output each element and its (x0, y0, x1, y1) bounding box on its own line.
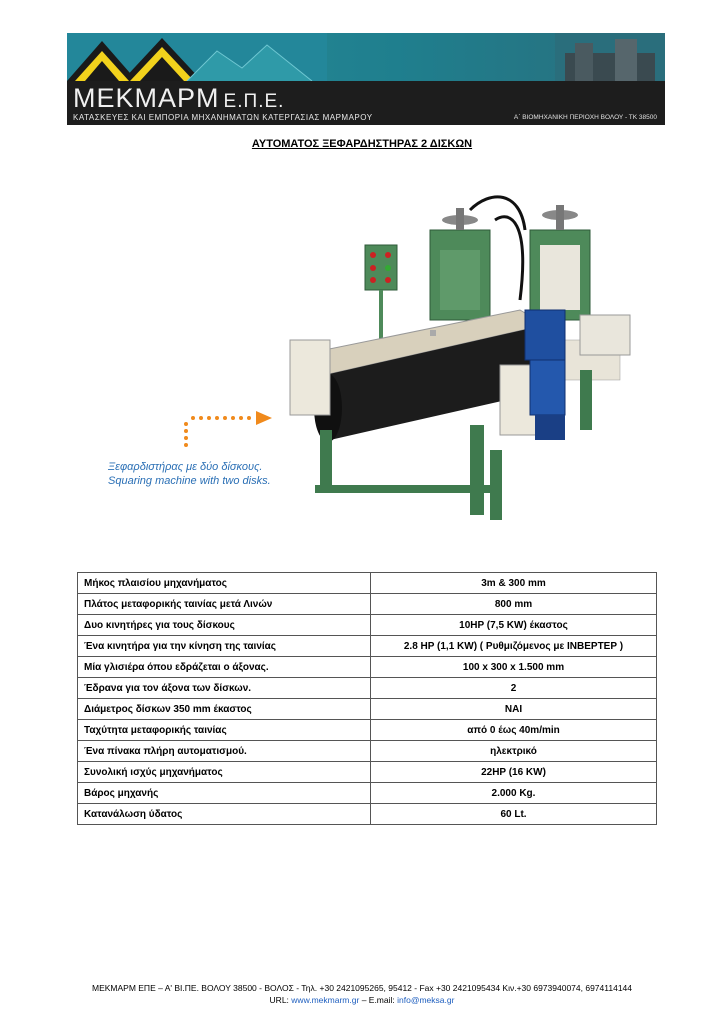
spec-label: Βάρος μηχανής (78, 783, 371, 804)
website-link[interactable]: www.mekmarm.gr (291, 995, 360, 1005)
brand-tagline: ΚΑΤΑΣΚΕΥΕΣ ΚΑΙ ΕΜΠΟΡΙΑ ΜΗΧΑΝΗΜΑΤΩΝ ΚΑΤΕΡΓΑΣΙΑΣ ΜΑΡΜΑΡΟΥ (73, 113, 373, 122)
table-row (78, 762, 657, 783)
table-row (78, 615, 657, 636)
table-row (78, 636, 657, 657)
footer-links: URL: www.mekmarm.gr – E.mail: info@meksa.gr (269, 995, 455, 1005)
spec-value: από 0 έως 40m/min (371, 720, 657, 741)
spec-value: ΝΑΙ (371, 699, 657, 720)
company-logo (67, 33, 327, 81)
specs-table (77, 572, 657, 825)
spec-value: ηλεκτρικό (371, 741, 657, 762)
machine-photo (280, 190, 650, 530)
table-row (78, 573, 657, 594)
page-title: ΑΥΤΟΜΑΤΟΣ ΞΕΦΑΡΔΗΣΤΗΡΑΣ 2 ΔΙΣΚΩΝ (251, 138, 473, 150)
spec-label: Ταχύτητα μεταφορικής ταινίας (78, 720, 371, 741)
spec-label: Πλάτος μεταφορικής ταινίας μετά Λινών (78, 594, 371, 615)
email-link[interactable]: info@meksa.gr (397, 995, 455, 1005)
spec-label: Μία γλισιέρα όπου εδράζεται ο άξονας. (78, 657, 371, 678)
table-row (78, 783, 657, 804)
spec-value: 22HP (16 KW) (371, 762, 657, 783)
brand-name: ΜΕΚΜΑΡΜ Ε.Π.Ε. (73, 83, 285, 113)
spec-label: Μήκος πλαισίου μηχανήματος (78, 573, 371, 594)
table-row (78, 804, 657, 825)
spec-label: Ένα πίνακα πλήρη αυτοματισμού. (78, 741, 371, 762)
spec-label: Συνολική ισχύς μηχανήματος (78, 762, 371, 783)
spec-value: 100 x 300 x 1.500 mm (371, 657, 657, 678)
caption-greek: Ξεφαρδιστήρας με δύο δίσκους. (108, 461, 263, 473)
company-address: Α΄ ΒΙΟΜΗΧΑΝΙΚΗ ΠΕΡΙΟΧΗ ΒΟΛΟΥ - ΤΚ 38500 (513, 114, 657, 121)
page-footer (0, 982, 724, 1006)
spec-value: 2 (371, 678, 657, 699)
spec-label: Κατανάλωση ύδατος (78, 804, 371, 825)
spec-value: 800 mm (371, 594, 657, 615)
table-row (78, 678, 657, 699)
spec-label: Δυο κινητήρες για τους δίσκους (78, 615, 371, 636)
dotted-arrow-icon (176, 405, 276, 455)
footer-contact: ΜΕΚΜΑΡΜ ΕΠΕ – Α' ΒΙ.ΠΕ. ΒΟΛΟΥ 38500 - ΒΟΛΟΣ - Τηλ. +30 2421095265, 95412 - Fax +30 2421095434 Κιν.+30 6973940074, 6974114144 (91, 983, 632, 993)
spec-value: 60 Lt. (371, 804, 657, 825)
spec-value: 10HP (7,5 KW) έκαστος (371, 615, 657, 636)
table-row (78, 699, 657, 720)
spec-value: 2.000 Kg. (371, 783, 657, 804)
spec-label: Έδρανα για τον άξονα των δίσκων. (78, 678, 371, 699)
photo-caption (108, 460, 271, 488)
spec-value: 3m & 300 mm (371, 573, 657, 594)
table-row (78, 741, 657, 762)
spec-label: Διάμετρος δίσκων 350 mm έκαστος (78, 699, 371, 720)
spec-label: Ένα κινητήρα για την κίνηση της ταινίας (78, 636, 371, 657)
caption-english: Squaring machine with two disks. (108, 475, 271, 487)
header-banner (67, 33, 665, 125)
table-row (78, 657, 657, 678)
table-row (78, 594, 657, 615)
spec-value: 2.8 HP (1,1 KW) ( Ρυθμιζόμενος με ΙΝΒΕΡΤΕΡ ) (371, 636, 657, 657)
table-row (78, 720, 657, 741)
